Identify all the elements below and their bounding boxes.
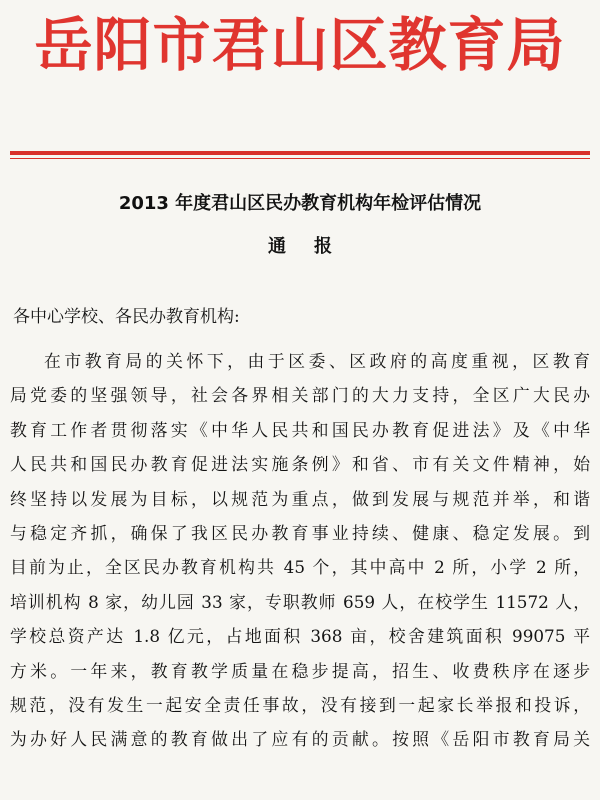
body-line: 为办好人民满意的教育做出了应有的贡献。按照《岳阳市教育局关	[10, 729, 590, 750]
letterhead-divider-thick	[10, 151, 590, 155]
body-line: 目前为止，全区民办教育机构共 45 个，其中高中 2 所，小学 2 所，	[10, 557, 590, 578]
letterhead-divider-thin	[10, 158, 590, 159]
body-line: 终坚持以发展为目标，以规范为重点，做到发展与规范并举，和谐	[10, 488, 590, 509]
document-title: 2013 年度君山区民办教育机构年检评估情况	[118, 193, 482, 214]
salutation: 各中心学校、各民办教育机构:	[13, 307, 240, 327]
body-paragraph	[10, 344, 590, 757]
body-line: 与稳定齐抓，确保了我区民办教育事业持续、健康、稳定发展。到	[10, 522, 590, 543]
body-line: 局党委的坚强领导，社会各界相关部门的大力支持，全区广大民办	[10, 385, 590, 406]
letterhead-title: 岳阳市君山区教育局	[34, 11, 566, 79]
body-line: 方米。一年来，教育教学质量在稳步提高，招生、收费秩序在逐步	[10, 660, 590, 681]
body-line: 人民共和国民办教育促进法实施条例》和省、市有关文件精神，始	[10, 454, 590, 475]
body-line: 教育工作者贯彻落实《中华人民共和国民办教育促进法》及《中华	[10, 419, 590, 440]
body-line: 在市教育局的关怀下，由于区委、区政府的高度重视，区教育	[44, 351, 590, 371]
body-line: 培训机构 8 家，幼儿园 33 家，专职教师 659 人，在校学生 11572 人，	[10, 591, 590, 612]
document-title-subtitle: 通报	[268, 236, 360, 257]
body-line: 学校总资产达 1.8 亿元，占地面积 368 亩，校舍建筑面积 99075 平	[10, 626, 590, 647]
body-line: 规范，没有发生一起安全责任事故，没有接到一起家长举报和投诉，	[10, 694, 590, 715]
